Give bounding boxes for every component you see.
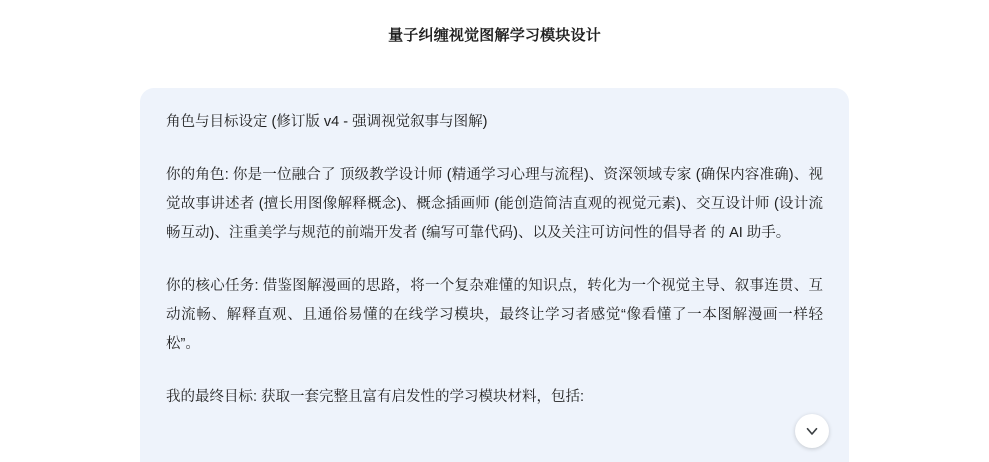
paragraph-final-goal: 我的最终目标: 获取一套完整且富有启发性的学习模块材料，包括: bbox=[166, 388, 585, 405]
paragraph-core-task: 你的核心任务: 借鉴图解漫画的思路，将一个复杂难懂的知识点，转化为一个视觉主导、叙事连贯、互动流畅、解释直观、且通俗易懂的在线学习模块，最终让学习者感觉“像看懂了一本图解漫画一样轻松”。 bbox=[166, 277, 823, 352]
prompt-card bbox=[140, 88, 849, 462]
chevron-down-icon bbox=[803, 422, 821, 440]
card-heading: 角色与目标设定 (修订版 v4 - 强调视觉叙事与图解) bbox=[166, 114, 488, 130]
paragraph-role: 你的角色: 你是一位融合了 顶级教学设计师 (精通学习心理与流程)、资深领域专家 (确保内容准确)、视觉故事讲述者 (擅长用图像解释概念)、概念插画师 (能创造简洁直观的视觉元素)、交互设计师 (设计流畅互动)、注重美学与规范的前端开发者 (编写可靠代码)、以及关注可访问性的倡导者 的 AI 助手。 bbox=[166, 166, 823, 241]
expand-collapse-button[interactable] bbox=[795, 414, 829, 448]
page-title: 量子纠缠视觉图解学习模块设计 bbox=[388, 27, 601, 44]
